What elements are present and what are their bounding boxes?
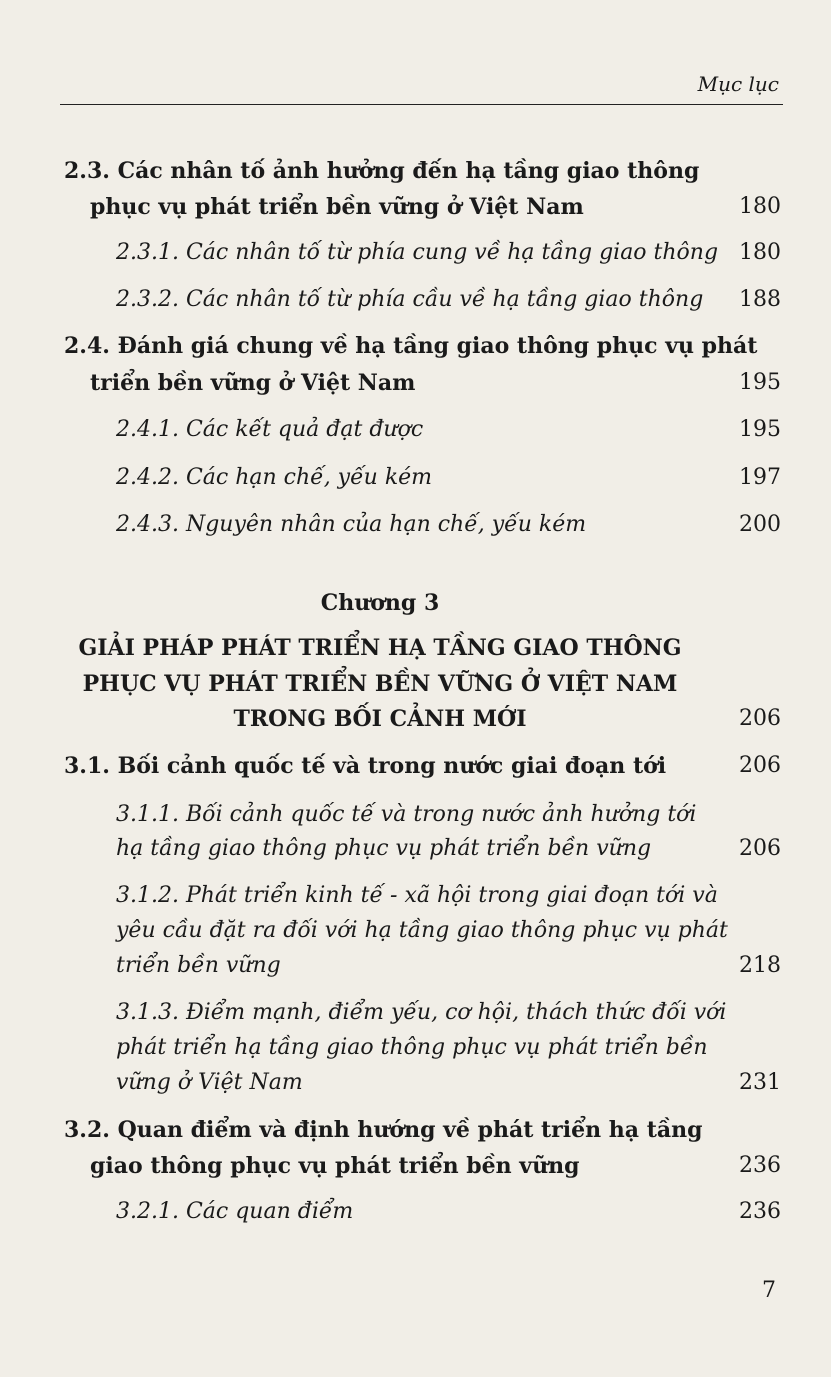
- toc-entry-2-3-cont: phục vụ phát triển bền vững ở Việt Nam 180: [0, 187, 831, 227]
- toc-entry-3-2-1: 3.2.1. Các quan điểm 236: [0, 1192, 831, 1232]
- toc-entry-3-1-1-cont: hạ tầng giao thông phục vụ phát triển bền vững 206: [0, 829, 831, 869]
- toc-entry-2-4-1: 2.4.1. Các kết quả đạt được 195: [0, 410, 831, 450]
- header-rule: [60, 104, 783, 105]
- page-number: 236: [739, 1199, 781, 1224]
- toc-entry-3-1: 3.1. Bối cảnh quốc tế và trong nước giai đoạn tới 206: [0, 746, 831, 786]
- toc-entry-3-1-2: 3.1.2. Phát triển kinh tế - xã hội trong giai đoạn tới và: [116, 883, 718, 908]
- chapter-label: Chương 3: [320, 590, 440, 616]
- toc-entry-2-4-3: 2.4.3. Nguyên nhân của hạn chế, yếu kém 200: [0, 505, 831, 545]
- chapter-title-line-3: TRONG BỐI CẢNH MỚI: [233, 706, 527, 732]
- page-number: 231: [739, 1070, 781, 1095]
- page-number: 188: [739, 287, 781, 312]
- page-number: 197: [739, 465, 781, 490]
- page-number: 200: [739, 512, 781, 537]
- page-number: 206: [739, 706, 781, 731]
- chapter-title-line-1: GIẢI PHÁP PHÁT TRIỂN HẠ TẦNG GIAO THÔNG: [78, 635, 682, 661]
- page-number: 218: [739, 953, 781, 978]
- toc-entry-3-1-2-cont-1: yêu cầu đặt ra đối với hạ tầng giao thông phục vụ phát: [116, 918, 728, 943]
- toc-entry-3-2: 3.2. Quan điểm và định hướng về phát triển hạ tầng: [64, 1117, 703, 1143]
- toc-entry-3-1-3-cont-2: vững ở Việt Nam 231: [0, 1063, 831, 1103]
- page-number: 195: [739, 417, 781, 442]
- toc-entry-2-4: 2.4. Đánh giá chung về hạ tầng giao thông phục vụ phát: [64, 333, 758, 359]
- folio-page-number: 7: [762, 1278, 776, 1303]
- toc-entry-3-1-3: 3.1.3. Điểm mạnh, điểm yếu, cơ hội, thách thức đối với: [116, 1000, 727, 1025]
- page-number: 195: [739, 370, 781, 395]
- chapter-title-line-3-row: [0, 699, 831, 739]
- page-number: 180: [739, 240, 781, 265]
- page-number: 206: [739, 753, 781, 778]
- page-number: 206: [739, 836, 781, 861]
- toc-entry-3-1-2-cont-2: triển bền vững 218: [0, 946, 831, 986]
- toc-entry-2-3-2: 2.3.2. Các nhân tố từ phía cầu về hạ tầng giao thông 188: [0, 280, 831, 320]
- toc-entry-3-1-1: 3.1.1. Bối cảnh quốc tế và trong nước ảnh hưởng tới: [116, 802, 697, 827]
- page-number: 236: [739, 1153, 781, 1178]
- toc-entry-3-1-3-cont-1: phát triển hạ tầng giao thông phục vụ phát triển bền: [116, 1035, 708, 1060]
- running-head: Mục lục: [697, 72, 779, 96]
- toc-entry-2-4-cont: triển bền vững ở Việt Nam 195: [0, 363, 831, 403]
- toc-entry-2-3: 2.3. Các nhân tố ảnh hưởng đến hạ tầng giao thông: [64, 158, 700, 184]
- toc-entry-3-2-cont: giao thông phục vụ phát triển bền vững 236: [0, 1146, 831, 1186]
- chapter-title-line-2: PHỤC VỤ PHÁT TRIỂN BỀN VỮNG Ở VIỆT NAM: [82, 671, 678, 697]
- toc-entry-2-3-1: 2.3.1. Các nhân tố từ phía cung về hạ tầng giao thông 180: [0, 233, 831, 273]
- toc-entry-2-4-2: 2.4.2. Các hạn chế, yếu kém 197: [0, 458, 831, 498]
- page-number: 180: [739, 194, 781, 219]
